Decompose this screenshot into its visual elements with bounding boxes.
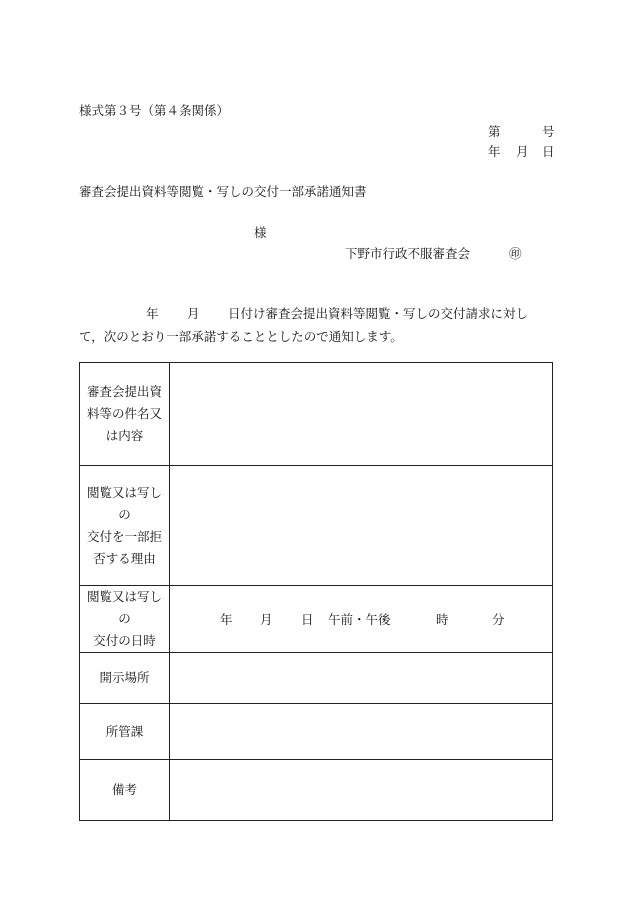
row-label-responsible-division: [80, 704, 170, 760]
label-line: の: [118, 506, 131, 522]
table-row-remarks: [80, 760, 553, 821]
seal-mark: ㊞: [509, 246, 522, 261]
datetime-am-pm: 午前・午後: [328, 612, 391, 627]
row-label-delivery-datetime: [80, 586, 170, 653]
sender-name: 下野市行政不服審査会: [345, 246, 471, 261]
request-date-month: 月: [187, 306, 200, 321]
datetime-minute: 分: [492, 612, 505, 627]
document-title: 審査会提出資料等閲覧・写しの交付一部承諾通知書: [79, 184, 367, 199]
request-date-year: 年: [146, 306, 159, 321]
label-line: 否する理由: [93, 550, 156, 566]
form-number: 様式第３号（第４条関係）: [79, 103, 230, 118]
refusal-reason-field[interactable]: [170, 466, 553, 586]
label-line: 料等の件名又: [86, 406, 162, 421]
recipient-honorific: 様: [254, 225, 267, 240]
delivery-datetime-field[interactable]: [170, 586, 553, 653]
table-row-delivery-datetime: [80, 586, 553, 653]
label-line: は内容: [105, 428, 144, 443]
label-line: 交付の日時: [93, 633, 156, 648]
row-label-refusal-reason: [80, 466, 170, 586]
disclosure-location-field[interactable]: [170, 653, 553, 704]
document-subject-field[interactable]: [170, 363, 553, 466]
label-line: 閲覧又は写し: [86, 484, 162, 500]
label-line: 所管課: [105, 723, 144, 739]
datetime-year: 年: [220, 612, 233, 627]
label-line: 備考: [111, 782, 137, 797]
responsible-division-field[interactable]: [170, 704, 553, 760]
datetime-day: 日: [301, 612, 314, 627]
issue-date-day: 日: [542, 144, 555, 159]
label-line: 開示場所: [99, 670, 150, 685]
label-line: 閲覧又は写し: [86, 589, 162, 604]
notice-body-line-1-text: 日付け審査会提出資料等閲覧・写しの交付請求に対し: [228, 306, 529, 321]
info-table: [79, 362, 553, 821]
notice-body: [79, 302, 553, 348]
label-line: 審査会提出資: [86, 384, 162, 399]
remarks-field[interactable]: [170, 760, 553, 821]
row-label-remarks: [80, 760, 170, 821]
table-row-document-subject: [80, 363, 553, 466]
table-row-responsible-division: [80, 704, 553, 760]
table-row-refusal-reason: [80, 466, 553, 586]
document-number-prefix: 第: [488, 124, 501, 139]
document-number-suffix: 号: [542, 124, 555, 139]
datetime-hour: 時: [436, 612, 449, 627]
issue-date-year: 年: [488, 144, 501, 159]
label-line: 交付を一部拒: [86, 528, 162, 544]
datetime-month: 月: [260, 612, 273, 627]
row-label-document-subject: [80, 363, 170, 466]
label-line: の: [118, 611, 131, 626]
issue-date-month: 月: [516, 144, 529, 159]
notice-body-line-1: [79, 302, 553, 325]
table-row-disclosure-location: [80, 653, 553, 704]
row-label-disclosure-location: [80, 653, 170, 704]
notice-body-line-2: て，次のとおり一部承諾することとしたので通知します。: [79, 329, 403, 344]
